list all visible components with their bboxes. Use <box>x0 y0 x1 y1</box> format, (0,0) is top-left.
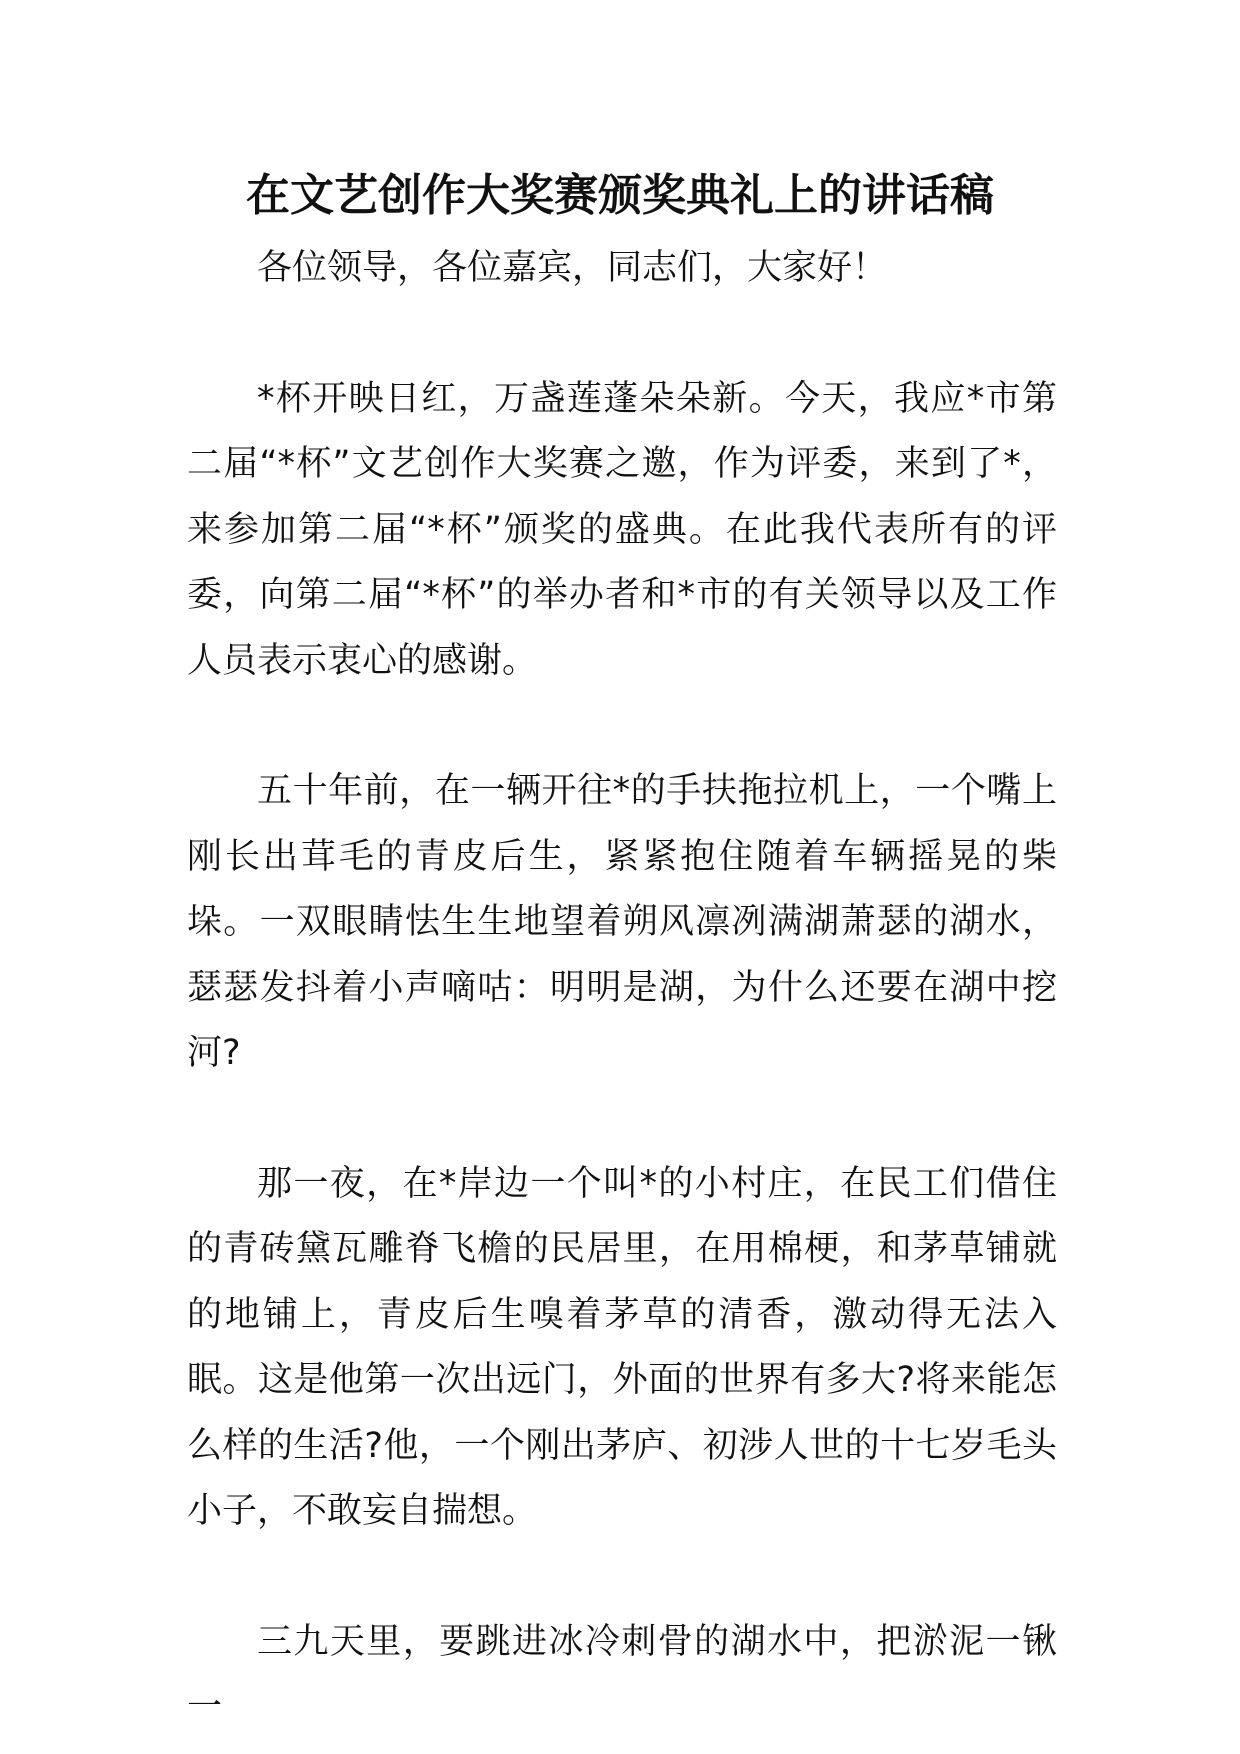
document-body <box>187 236 1057 1741</box>
paragraph: 三九天里，要跳进冰冷刺骨的湖水中，把淤泥一锹一 <box>187 1621 1057 1727</box>
paragraph: 那一夜，在*岸边一个叫*的小村庄，在民工们借住的青砖黛瓦雕脊飞檐的民居里，在用棉梗，和茅草铺就的地铺上，青皮后生嗅着茅草的清香，激动得无法入眠。这是他第一次出远门，外面的世界有多大?将来能怎么样的生活?他，一个刚出茅庐、初涉人世的十七岁毛头小子，不敢妄自揣想。 <box>187 1163 1057 1531</box>
paragraph: *杯开映日红，万盏莲蓬朵朵新。今天，我应*市第二届“*杯”文艺创作大奖赛之邀，作为评委，来到了*，来参加第二届“*杯”颁奖的盛典。在此我代表所有的评委，向第二届“*杯”的举办者和*市的有关领导以及工作人员表示衷心的感谢。 <box>187 378 1057 681</box>
paragraph-greeting: 各位领导，各位嘉宾，同志们，大家好！ <box>257 248 888 288</box>
document-title: 在文艺创作大奖赛颁奖典礼上的讲话稿 <box>246 170 994 221</box>
paragraph: 五十年前，在一辆开往*的手扶拖拉机上，一个嘴上刚长出茸毛的青皮后生，紧紧抱住随着车辆摇晃的柴垛。一双眼睛怯生生地望着朔风凛冽满湖萧瑟的湖水，瑟瑟发抖着小声嘀咕：明明是湖，为什么还要在湖中挖河? <box>187 771 1057 1073</box>
